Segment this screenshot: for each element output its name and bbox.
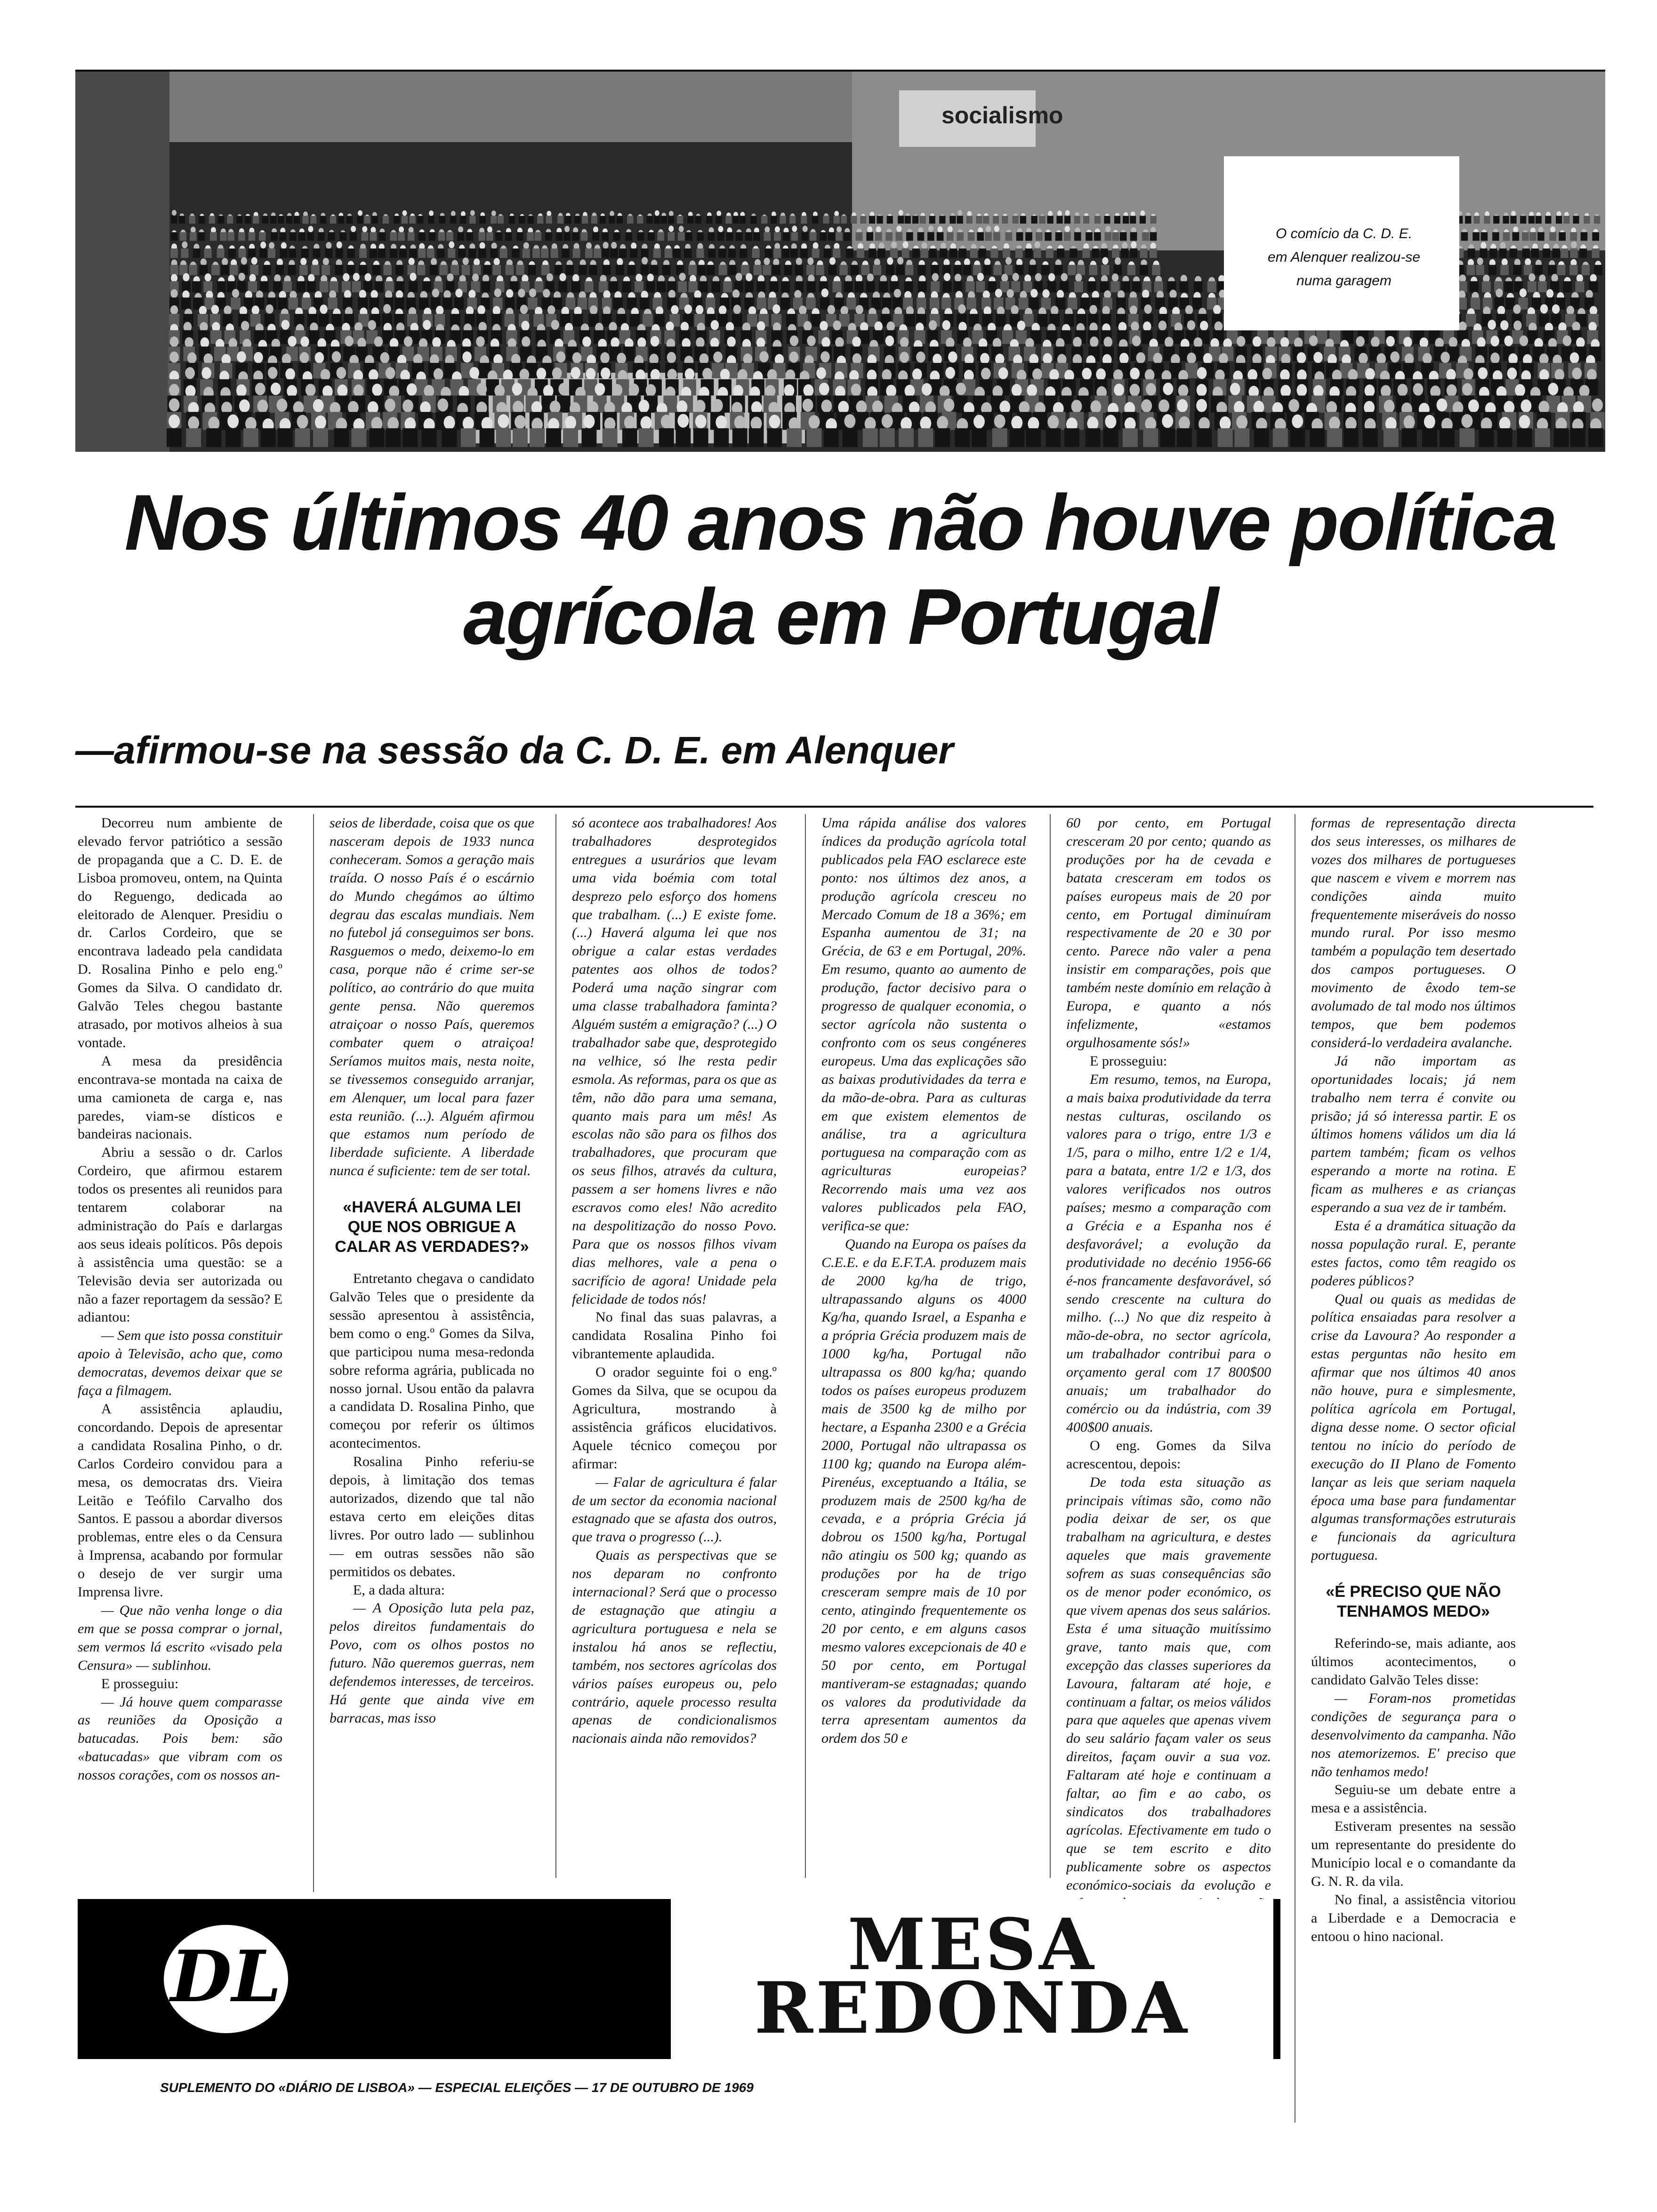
paragraph: Seguiu-se um debate entre a mesa e a assistência. (1311, 1782, 1516, 1816)
column-divider (805, 814, 806, 1878)
mesa-redonda-banner (78, 1899, 1280, 2059)
section-heading: «HAVERÁ ALGUMA LEI QUE NOS OBRIGUE A CALAR AS VERDADES?» (335, 1198, 529, 1256)
paragraph: O orador seguinte foi o eng.º Gomes da Silva, que se ocupou da Agricultura, mostrando à assistência gráficos elucidativos. Aquele técnico começou por afirmar: (572, 1364, 777, 1472)
wall-banner-text: socialismo (941, 102, 1063, 128)
headline (75, 475, 1605, 664)
paragraph: A assistência aplaudiu, concordando. Depois de apresentar a candidata Rosalina Pinho, o dr. Carlos Cordeiro convidou para a mesa, os democratas drs. Vieira Leitão e Teófilo Carvalho dos Santos. E passou a abordar diversos problemas, entre eles o da Censura à Imprensa, acabando por formular o desejo de ver surgir uma Imprensa livre. (78, 1401, 282, 1600)
paragraph: Esta é a dramática situação da nossa população rural. E, perante estes factos, como têm reagido os poderes públicos? (1311, 1218, 1516, 1289)
subheadline: —afirmou-se na sessão da C. D. E. em Alenquer (75, 729, 954, 772)
page-footer: SUPLEMENTO DO «DIÁRIO DE LISBOA» — ESPECIAL ELEIÇÕES — 17 DE OUTUBRO DE 1969 (160, 2080, 754, 2095)
paragraph: — Já houve quem comparasse as reuniões da Oposição a batucadas. Pois bem: são «batucadas» que vibram com os nossos corações, com os nossos an- (78, 1694, 282, 1783)
article-column-3 (572, 814, 777, 1967)
paragraph: — Falar de agricultura é falar de um sector da economia nacional estagnado que se afasta dos outros, que trava o progresso (...). (572, 1474, 777, 1545)
paragraph: — Que não venha longe o dia em que se possa comprar o jornal, sem vermos lá escrito «visado pela Censura» — sublinhou. (78, 1602, 282, 1673)
paragraph: Em resumo, temos, na Europa, a mais baixa produtividade da terra nestas culturas, oscilando os valores para o trigo, entre 1/3 e 1/5, para o milho, entre 1/2 e 1/4, para a batata, entre 1/2 e 1/3, dos valores verificados nos outros países; mesmo a comparação com a Grécia e a Espanha nos é desfavorável; a evolução da produtividade no decénio 1956-66 é-nos francamente desfavorável, só sendo crescente na cultura do milho. (...) No que diz respeito à mão-de-obra, no sector agrícola, um trabalhador contribui para o orçamento geral com 17 800$00 anuais; um trabalhador do comércio ou da indústria, com 39 400$00 anuais. (1066, 1071, 1271, 1435)
paragraph: formas de representação directa dos seus interesses, os milhares de vozes dos milhares de portugueses que nascem e vivem e morrem nas condições ainda muito frequentemente miseráveis do nosso mundo rural. Por isso mesmo também a população tem desertado dos campos portugueses. O movimento de êxodo tem-se avolumado de tal modo nos últimos tempos, que bem podemos considerá-lo verdadeira avalanche. (1311, 815, 1516, 1050)
paragraph: A mesa da presidência encontrava-se montada na caixa de uma camioneta de carga e, nas paredes, viam-se dísticos e bandeiras nacionais. (78, 1053, 282, 1142)
crowd-photo (75, 70, 1605, 452)
paragraph: Quando na Europa os países da C.E.E. e da E.F.T.A. produzem mais de 2000 kg/ha de trigo, ultrapassando alguns os 4000 Kg/ha, quando Israel, a Espanha e a própria Grécia produzem mais de 1000 kg/ha, Portugal não ultrapassa os 800 kg/ha; quando todos os países europeus produzem mais de 3500 kg de milho por hectare, a Espanha 2300 e a Grécia 2000, Portugal não ultrapassa os 1100 kg; quando na Europa além-Pirenéus, exceptuando a Itália, se produzem mais de 2500 kg/ha de cevada, e a própria Grécia já dobrou os 1500 kg/ha, Portugal não atingiu os 500 kg; quando as produções por ha de trigo cresceram sempre mais de 10 por cento, atingindo frequentemente os 20 por cento, e em alguns casos mesmo valores excepcionais de 40 e 50 por cento, em Portugal mantiveram-se estagnadas; quando os valores da produtividade da terra apresentam aumentos da ordem dos 50 e (821, 1236, 1026, 1747)
banner-title-line-1: MESA (847, 1903, 1097, 1986)
headline-line-1: Nos últimos 40 anos não houve política (124, 478, 1556, 567)
paragraph: só acontece aos trabalhadores! Aos trabalhadores desprotegidos entregues a usurários que levam uma vida boémia com total desprezo pelo esforço dos homens que trabalham. (...) E existe fome. (...) Haverá alguma lei que nos obrigue a calar estas verdades patentes aos olhos de todos? Poderá uma nação singrar com uma classe trabalhadora faminta? Alguém sustém a emigração? (...) O trabalhador sabe que, desprotegido na velhice, só lhe resta pedir esmola. As reformas, para os que as têm, não dão para uma semana, quanto mais para um mês! As escolas não são para os filhos dos trabalhadores, que procuram que os seus filhos, através da cultura, passem a ser homens livres e não escravos como eles! Não acredito na despolitização do nosso Povo. Para que os nossos filhos vivam dias melhores, vale a pena o sacrifício de agora! Unidade pela felicidade de todos nós! (572, 815, 777, 1307)
column-divider (555, 814, 556, 1878)
photo-caption (1224, 156, 1459, 330)
paragraph: E, a dada altura: (353, 1582, 445, 1598)
article-column-1 (78, 814, 282, 1892)
paragraph: O eng. Gomes da Silva acrescentou, depois: (1066, 1437, 1271, 1472)
paragraph: Já não importam as oportunidades locais; já nem trabalho nem terra é convite ou prisão; já só interessa partir. E os últimos homens válidos um dia lá partem também; ficam os velhos esperando a morte na rotina. E ficam as mulheres e as crianças esperando a sua vez de ir também. (1311, 1053, 1516, 1216)
caption-line: em Alenquer realizou-se (1267, 249, 1421, 265)
article-column-4 (821, 814, 1026, 1967)
paragraph: Uma rápida análise dos valores índices da produção agrícola total publicados pela FAO esclarece este ponto: nos últimos dez anos, a produção agrícola cresceu no Mercado Comum de 18 a 36%; em Espanha aumentou de 31; na Grécia, de 63 e em Portugal, 20%. Em resumo, quanto ao aumento de produção, factor decisivo para o progresso de qualquer economia, o sector agrícola não sustenta o confronto com os seus congéneres europeus. Uma das explicações são as baixas produtividades da terra e da mão-de-obra. Para as culturas em que existem elementos de análise, tra a agricultura portuguesa na comparação com as agriculturas europeias? Recorrendo mais uma vez aos valores publicados pela FAO, verifica-se que: (821, 815, 1026, 1234)
paragraph: — A Oposição luta pela paz, pelos direitos fundamentais do Povo, com os olhos postos no futuro. Não queremos guerras, nem defendemos interesses, de terceiros. Há gente que ainda vive em barracas, mas isso (330, 1600, 534, 1726)
paragraph: De toda esta situação as principais vítimas são, como não podia deixar de ser, os que trabalham na agricultura, e destes aqueles que mais gravemente sofrem as suas consequências são os de menor poder económico, os que vivem apenas dos seus salários. Esta é uma situação muitíssimo grave, tanto mais que, com excepção das classes superiores da Lavoura, faltaram até hoje, e continuam a faltar, os meios válidos para que aqueles que apenas vivem do seu salário façam valer os seus direitos, façam ouvir a sua voz. Faltaram até hoje e continuam a faltar, ao fim e ao cabo, os sindicatos dos trabalhadores agrícolas. Efectivamente em tudo o que se tem escrito e dito publicamente sobre os aspectos económico-sociais da evolução e (1066, 1474, 1271, 1893)
banner-title-line-2: REDONDA (754, 1967, 1190, 2050)
column-divider (1050, 814, 1051, 1878)
article-column-2 (330, 814, 534, 1967)
paragraph: seios de liberdade, coisa que os que nasceram depois de 1933 nunca conheceram. Somos a geração mais traída. O nosso País é o escárnio do Mundo chegámos ao último degrau das escalas mundiais. Nem no futebol já conseguimos ser bons. Rasguemos o medo, deixemo-lo em casa, porque não é crime ser-se político, ao contrário do que muita gente pensa. Não queremos atraiçoar o nosso País, queremos combater quem o atraiçoa! Seríamos muitos mais, nesta noite, se tivessemos conseguido arranjar, em Alenquer, um local para fazer esta reunião. (...). Alguém afirmou que estamos num período de liberdade suficiente. A liberdade nunca é suficiente: tem de ser total. (330, 815, 534, 1179)
paragraph: Abriu a sessão o dr. Carlos Cordeiro, que afirmou estarem todos os presentes ali reunidos para tentarem colaborar na administração do País e darlargas aos seus ideais políticos. Pôs depois à assistência uma questão: se a Televisão devia ser autorizada ou não a fazer reportagem da sessão? E adiantou: (78, 1145, 282, 1325)
paragraph: Quais as perspectivas que se nos deparam no confronto internacional? Será que o processo de estagnação que atingiu a agricultura portuguesa e nela se instalou há anos se reflectiu, também, nos sectores agrícolas dos vários países europeus ou, pelo contrário, aquele processo resulta apenas de condicionalismos nacionais ainda não removidos? (572, 1547, 777, 1747)
paragraph: E prosseguiu: (101, 1675, 179, 1691)
paragraph: No final das suas palavras, a candidata Rosalina Pinho foi vibrantemente aplaudida. (572, 1309, 777, 1362)
column-divider (313, 814, 314, 1892)
paragraph: Qual ou quais as medidas de política ensaiadas para resolver a crise da Lavoura? Ao responder a estas perguntas não hesito em afirmar que nos últimos 40 anos não houve, pura e simplesmente, política agrícola em Portugal, digna desse nome. O sector oficial tentou no início do período de execução do II Plano de Fomento lançar as leis que seriam naquela época uma base para fundamentar algumas transformações estruturais e funcionais da agricultura portuguesa. (1311, 1291, 1516, 1563)
paragraph: Rosalina Pinho referiu-se depois, à limitação dos temas autorizados, dizendo que tal não estava certo em eleições ditas livres. Por outro lado — sublinhou — em outras sessões não são permitidos os debates. (330, 1454, 534, 1579)
banner-title (671, 1899, 1273, 2059)
caption-line: O comício da C. D. E. (1275, 226, 1413, 241)
paragraph: 60 por cento, em Portugal cresceram 20 por cento; quando as produções por ha de cevada e batata cresceram em todos os países europeus mais de 20 por cento, em Portugal diminuíram respectivamente de 20 e 30 por cento. Parece não valer a pena insistir em comparações, pois que também neste domínio em relação à Europa, e quanto a nós infelizmente, «estamos orgulhosamente sós!» (1066, 815, 1271, 1050)
paragraph: E prosseguiu: (1090, 1053, 1167, 1069)
logo-text: DL (170, 1935, 282, 2018)
paragraph: No final, a assistência vitoriou a Liberdade e a Democracia e entoou o hino nacional. (1311, 1891, 1516, 1944)
caption-line: numa garagem (1296, 273, 1392, 289)
paragraph: Entretanto chegava o candidato Galvão Teles que o presidente da sessão apresentou à assistência, bem como o eng.º Gomes da Silva, que participou numa mesa-redonda sobre reforma agrária, publicada no nosso jornal. Usou então da palavra a candidata D. Rosalina Pinho, que começou por referir os últimos acontecimentos. (330, 1271, 534, 1451)
paragraph: — Sem que isto possa constituir apoio à Televisão, acho que, como democratas, devemos deixar que se faça a filmagem. (78, 1328, 282, 1399)
article-column-6 (1311, 814, 1516, 2123)
paragraph: — Foram-nos prometidas condições de segurança para o desenvolvimento da campanha. Não nos atemorizemos. E' preciso que não tenhamos medo! (1311, 1690, 1516, 1779)
section-heading: «É PRECISO QUE NÃO TENHAMOS MEDO» (1326, 1583, 1501, 1621)
headline-line-2: agrícola em Portugal (463, 572, 1217, 661)
paragraph: Referindo-se, mais adiante, aos últimos acontecimentos, o candidato Galvão Teles disse: (1311, 1635, 1516, 1688)
diario-de-lisboa-logo (160, 1920, 292, 2038)
divider-rule (75, 806, 1593, 808)
paragraph: Estiveram presentes na sessão um representante do presidente do Município local e o comandante da G. N. R. da vila. (1311, 1819, 1516, 1889)
paragraph: Decorreu num ambiente de elevado fervor patriótico a sessão de propaganda que a C. D. E. de Lisboa promoveu, ontem, na Quinta do Reguengo, dedicada ao eleitorado de Alenquer. Presidiu o dr. Carlos Cordeiro, que se encontrava ladeado pela candidata D. Rosalina Pinho e pelo eng.º Gomes da Silva. O candidato dr. Galvão Teles chegou bastante atrasado, por motivos alheios à sua vontade. (78, 815, 282, 1050)
